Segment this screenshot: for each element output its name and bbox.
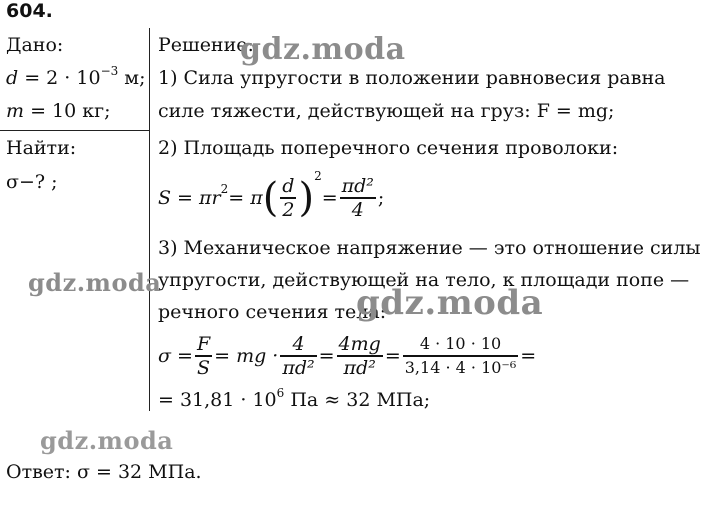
answer: Ответ: σ = 32 МПа. xyxy=(6,461,202,483)
step3-line1: 3) Механическое напряжение — это отношение силы xyxy=(158,237,701,259)
step3-line3: речного сечения тела: xyxy=(158,301,387,323)
step1-line2: силе тяжести, действующей на груз: F = mg; xyxy=(158,100,615,122)
result-line: = $31,81 \cdot 10^6$ Па ≈ 32 МПа; xyxy=(158,386,431,411)
column-divider xyxy=(149,28,150,411)
step1-line1: 1) Сила упругости в положении равновесия равна xyxy=(158,67,666,89)
watermark-top: gdz.moda xyxy=(240,32,406,67)
step2: 2) Площадь поперечного сечения проволоки: xyxy=(158,137,619,159)
given-label: Дано: xyxy=(6,34,64,56)
solution-label: Решение: xyxy=(158,34,254,56)
given-mass: m = 10 кг; xyxy=(6,100,111,122)
given-find-divider xyxy=(0,130,149,131)
stress-formula: σ = $\frac{F}{S}$ = mg · $\frac{4}{\text{πd²}}$ = $\frac{4mg}{\text{πd²}}$ = $\frac{4 \cdot 10 \cdot 10}{\text{3,14 · 4 · 10⁻⁶}}$ = xyxy=(158,333,537,379)
given-diameter: $d = 2 \cdot 10^{-3}$ м; xyxy=(6,64,146,89)
find-label: Найти: xyxy=(6,137,77,159)
problem-number: 604. xyxy=(6,0,53,22)
watermark-middle-right: gdz.moda xyxy=(356,283,544,323)
find-value: σ−? ; xyxy=(6,171,58,193)
area-formula: S = πr 2 = π ( $\frac{d}{2}$ ) 2 = $\frac{\text{πd²}}{4}$ ; xyxy=(158,169,385,221)
watermark-middle-left: gdz.moda xyxy=(28,268,162,297)
step3-line2: упругости, действующей на тело, к площади попе — xyxy=(158,269,690,291)
watermark-bottom: gdz.moda xyxy=(40,426,174,455)
